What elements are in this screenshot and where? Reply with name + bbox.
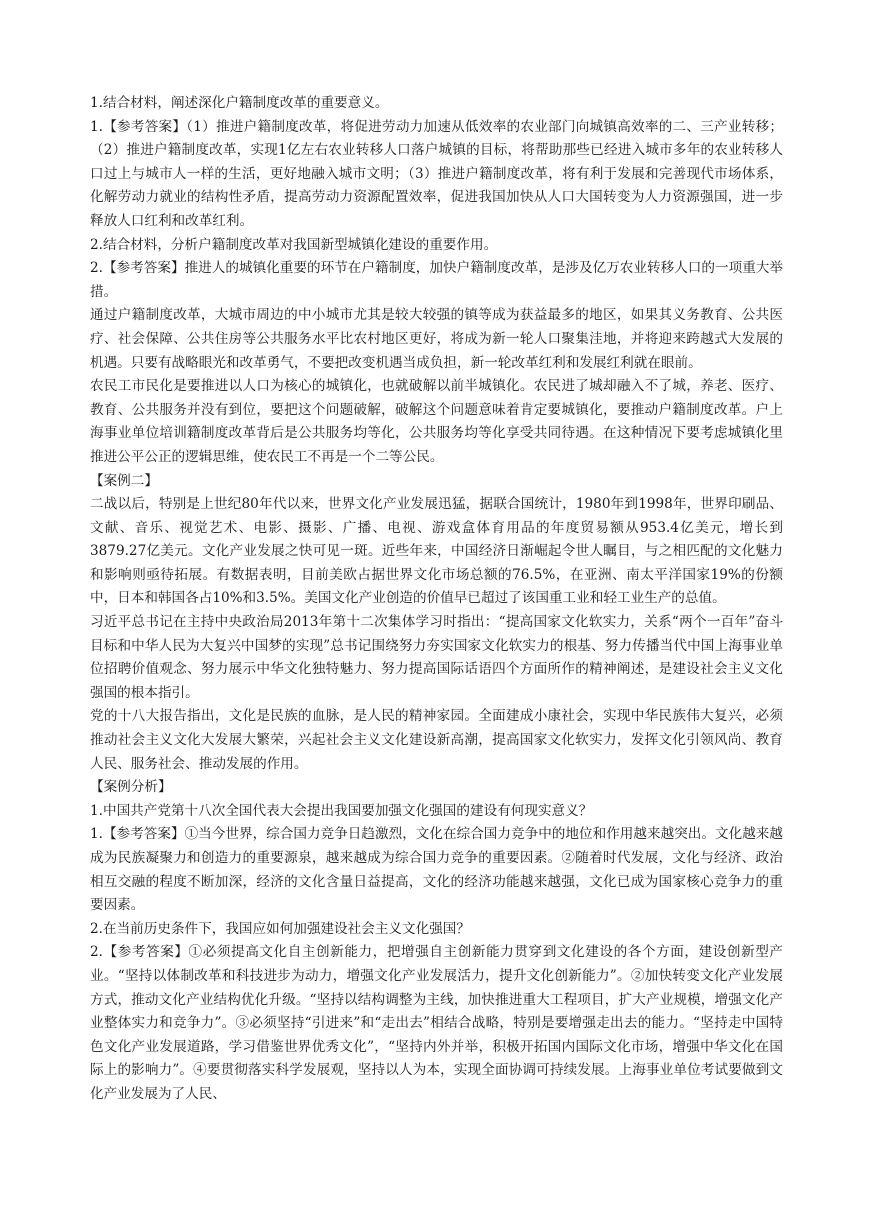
document-body <box>90 92 783 1107</box>
question-1: 1.结合材料，阐述深化户籍制度改革的重要意义。 <box>90 95 389 111</box>
case-two-paragraph-1: 二战以后，特别是上世纪80年代以来，世界文化产业发展迅猛，据联合国统计，1980年到1998年，世界印刷品、文献、音乐、视觉艺术、电影、摄影、广播、电视、游戏盒体育用品的年度贸易额从953.4亿美元，增长到3879.27亿美元。文化产业发展之快可见一斑。近些年来，中国经济日渐崛起令世人瞩目，与之相匹配的文化魅力和影响则亟待拓展。有数据表明，目前美欧占据世界文化市场总额的76.5%，在亚洲、南太平洋国家19%的份额中，日本和韩国各占10%和3.5%。美国文化产业创造的价值早已超过了该国重工业和轻工业生产的总值。 <box>90 496 783 607</box>
analysis-question-1: 1.中国共产党第十八次全国代表大会提出我国要加强文化强国的建设有何现实意义？ <box>90 802 593 819</box>
analysis-answer-1: 1.【参考答案】①当今世界，综合国力竞争日趋激烈，文化在综合国力竞争中的地位和作用越来越突出。文化越来越成为民族凝聚力和创造力的重要源泉，越来越成为综合国力竞争的重要因素。②随着时代发展，文化与经济、政治相互交融的程度不断加深，经济的文化含量日益提高，文化的经济功能越来越强，文化已成为国家核心竞争力的重要因素。 <box>90 826 783 914</box>
answer-2-paragraph-2: 通过户籍制度改革，大城市周边的中小城市尤其是较大较强的镇等成为获益最多的地区，如果其义务教育、公共医疗、社会保障、公共住房等公共服务水平比农村地区更好，将成为新一轮人口聚集洼地，并将迎来跨越式大发展的机遇。只要有战略眼光和改革勇气，不要把改变机遇当成负担，新一轮改革红利和发展红利就在眼前。 <box>90 307 783 371</box>
question-2: 2.结合材料，分析户籍制度改革对我国新型城镇化建设的重要作用。 <box>90 236 498 253</box>
case-two-paragraph-2: 习近平总书记在主持中央政治局2013年第十二次集体学习时指出：“提高国家文化软实力，关系“两个一百年”奋斗目标和中华人民为大复兴中国梦的实现”总书记围绕努力夯实国家文化软实力的根基、努力传播当代中国上海事业单位招聘价值观念、努力展示中华文化独特魅力、努力提高国际话语四个方面所作的精神阐述，是建设社会主义文化强国的根本指引。 <box>90 614 783 701</box>
answer-2-paragraph-3: 农民工市民化是要推进以人口为核心的城镇化，也就破解以前半城镇化。农民进了城却融入不了城，养老、医疗、教育、公共服务并没有到位，要把这个问题破解，破解这个问题意味着肯定要城镇化，要推动户籍制度改革。户上海事业单位培训籍制度改革背后是公共服务均等化，公共服务均等化享受共同待遇。在这种情况下要考虑城镇化里推进公平公正的逻辑思维，使农民工不再是一个二等公民。 <box>90 378 783 465</box>
case-two-heading: 【案例二】 <box>90 472 158 489</box>
case-two-paragraph-3: 党的十八大报告指出，文化是民族的血脉，是人民的精神家园。全面建成小康社会，实现中华民族伟大复兴，必须推动社会主义文化大发展大繁荣，兴起社会主义文化建设新高潮，提高国家文化软实力，发挥文化引领风尚、教育人民、服务社会、推动发展的作用。 <box>90 708 783 772</box>
answer-2: 2.【参考答案】推进人的城镇化重要的环节在户籍制度，加快户籍制度改革，是涉及亿万农业转移人口的一项重大举措。 <box>90 260 783 300</box>
analysis-question-2: 2.在当前历史条件下，我国应如何加强建设社会主义文化强国？ <box>90 920 470 937</box>
analysis-answer-2: 2.【参考答案】①必须提高文化自主创新能力，把增强自主创新能力贯穿到文化建设的各个方面，建设创新型产业。“坚持以体制改革和科技进步为动力，增强文化产业发展活力，提升文化创新能力”。②加快转变文化产业发展方式，推动文化产业结构优化升级。“坚持以结构调整为主线，加快推进重大工程项目，扩大产业规模，增强文化产业整体实力和竞争力”。③必须坚持“引进来”和“走出去”相结合战略，特别是要增强走出去的能力。“坚持走中国特色文化产业发展道路，学习借鉴世界优秀文化”，“坚持内外并举，积极开拓国内国际文化市场，增强中华文化在国际上的影响力”。④要贯彻落实科学发展观，坚持以人为本，实现全面协调可持续发展。上海事业单位考试要做到文化产业发展为了人民、 <box>90 944 783 1102</box>
answer-1: 1.【参考答案】（1）推进户籍制度改革，将促进劳动力加速从低效率的农业部门向城镇高效率的二、三产业转移；（2）推进户籍制度改革，实现1亿左右农业转移人口落户城镇的目标，将帮助那些已经进入城市多年的农业转移人口过上与城市人一样的生活，更好地融入城市文明；（3）推进户籍制度改革，将有利于发展和完善现代市场体系，化解劳动力就业的结构性矛盾，提高劳动力资源配置效率，促进我国加快从人口大国转变为人力资源强国，进一步释放人口红利和改革红利。 <box>90 118 783 229</box>
case-analysis-heading: 【案例分析】 <box>90 779 172 796</box>
